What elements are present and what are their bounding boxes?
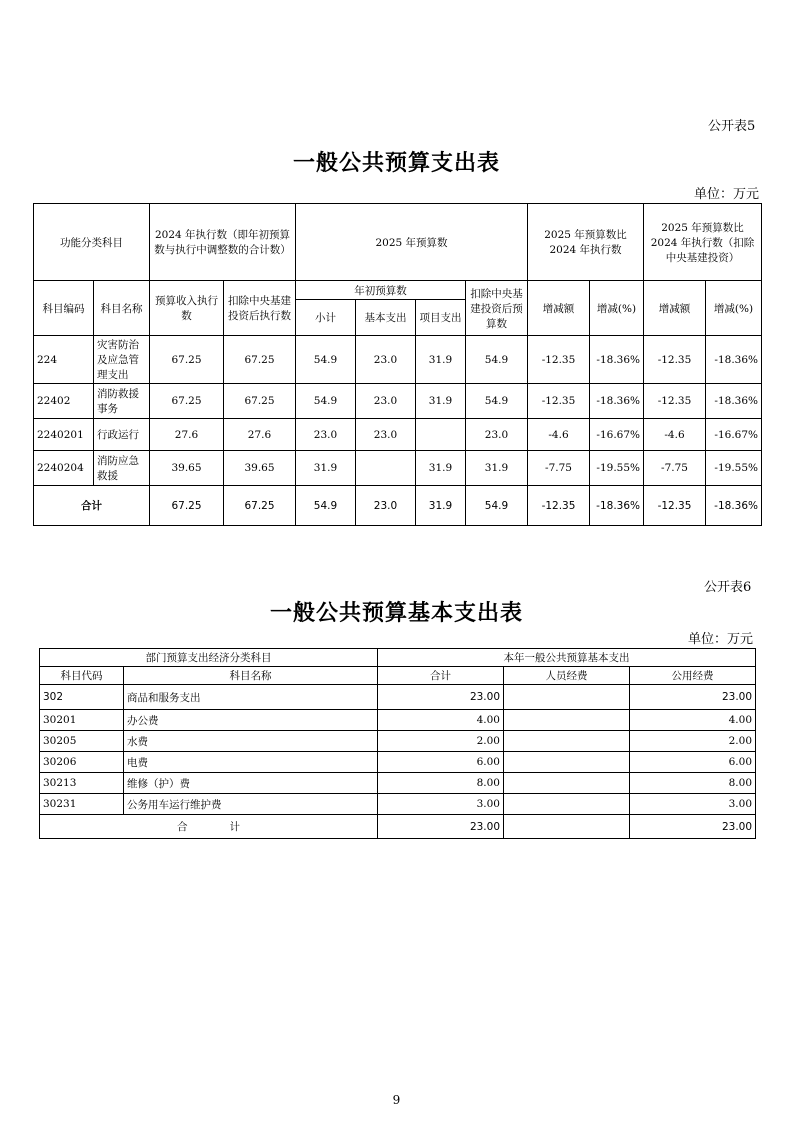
row-project (416, 419, 466, 451)
row-change-pct: -19.55% (590, 451, 644, 486)
row-name: 办公费 (124, 710, 378, 731)
total-row (40, 815, 756, 839)
row-change-pct2: -19.55% (706, 451, 762, 486)
total-change-amt2: -12.35 (644, 486, 706, 526)
table-row (40, 710, 756, 731)
row-income-exec: 27.6 (150, 419, 224, 451)
total-change-pct: -18.36% (590, 486, 644, 526)
row-change-pct: -16.67% (590, 419, 644, 451)
header-excl-exec: 扣除中央基建投资后执行数 (224, 281, 296, 336)
row-excl-budget: 54.9 (466, 384, 528, 419)
table6-title: 一般公共预算基本支出表 (269, 601, 523, 626)
row-name: 商品和服务支出 (124, 685, 378, 710)
row-code: 22402 (34, 384, 94, 419)
row-total: 6.00 (378, 752, 504, 773)
row-income-exec: 67.25 (150, 384, 224, 419)
row-code: 224 (34, 336, 94, 384)
row-income-exec: 67.25 (150, 336, 224, 384)
row-name: 水费 (124, 731, 378, 752)
row-code: 2240201 (34, 419, 94, 451)
row-code: 30205 (40, 731, 124, 752)
total-basic: 23.0 (356, 486, 416, 526)
row-basic: 23.0 (356, 419, 416, 451)
row-personnel (504, 685, 630, 710)
total-project: 31.9 (416, 486, 466, 526)
table-row (40, 685, 756, 710)
row-name: 行政运行 (94, 419, 150, 451)
header-personnel: 人员经费 (504, 667, 630, 685)
general-budget-expenditure-table (33, 203, 762, 526)
row-excl-budget: 54.9 (466, 336, 528, 384)
table-row (40, 752, 756, 773)
row-subtotal: 54.9 (296, 336, 356, 384)
table5-label: 公开表5 (708, 119, 756, 134)
row-change-pct2: -16.67% (706, 419, 762, 451)
total-row (34, 486, 762, 526)
header-public: 公用经费 (630, 667, 756, 685)
row-name: 公务用车运行维护费 (124, 794, 378, 815)
page-number: 9 (392, 1093, 401, 1107)
row-total: 2.00 (378, 731, 504, 752)
header-change-pct2: 增减(%) (706, 281, 762, 336)
total-excl-budget: 54.9 (466, 486, 528, 526)
row-basic: 23.0 (356, 384, 416, 419)
table5-unit: 单位：万元 (693, 187, 759, 202)
row-code: 30213 (40, 773, 124, 794)
row-personnel (504, 710, 630, 731)
header-total: 合计 (378, 667, 504, 685)
row-personnel (504, 752, 630, 773)
table-row (40, 773, 756, 794)
row-name: 消防应急救援 (94, 451, 150, 486)
row-change-amt: -7.75 (528, 451, 590, 486)
row-excl-exec: 39.65 (224, 451, 296, 486)
row-change-amt: -4.6 (528, 419, 590, 451)
header-exec-2024: 2024 年执行数（即年初预算数与执行中调整数的合计数） (150, 204, 296, 281)
row-change-amt2: -4.6 (644, 419, 706, 451)
row-change-amt2: -12.35 (644, 384, 706, 419)
row-public: 8.00 (630, 773, 756, 794)
header-initial: 年初预算数 (296, 281, 466, 300)
header-project: 项目支出 (416, 300, 466, 336)
row-personnel (504, 773, 630, 794)
header-budget-2025: 2025 年预算数 (296, 204, 528, 281)
row-excl-exec: 67.25 (224, 384, 296, 419)
row-code: 30206 (40, 752, 124, 773)
row-change-pct2: -18.36% (706, 384, 762, 419)
general-budget-basic-expenditure-table (39, 648, 756, 839)
row-total: 4.00 (378, 710, 504, 731)
row-public: 6.00 (630, 752, 756, 773)
row-public: 23.00 (630, 685, 756, 710)
table-row (34, 336, 762, 384)
total-change-pct2: -18.36% (706, 486, 762, 526)
row-change-pct: -18.36% (590, 336, 644, 384)
header-change-amt: 增减额 (528, 281, 590, 336)
total-label: 合 计 (40, 815, 378, 839)
row-name: 灾害防治及应急管理支出 (94, 336, 150, 384)
table-row (34, 451, 762, 486)
header-compare: 2025 年预算数比 2024 年执行数 (528, 204, 644, 281)
row-code: 30201 (40, 710, 124, 731)
row-change-amt2: -7.75 (644, 451, 706, 486)
header-subtotal: 小计 (296, 300, 356, 336)
row-subtotal: 54.9 (296, 384, 356, 419)
row-income-exec: 39.65 (150, 451, 224, 486)
row-total: 23.00 (378, 685, 504, 710)
row-code: 30231 (40, 794, 124, 815)
header-code: 科目代码 (40, 667, 124, 685)
row-name: 消防救援事务 (94, 384, 150, 419)
row-excl-exec: 27.6 (224, 419, 296, 451)
row-change-amt: -12.35 (528, 336, 590, 384)
row-personnel (504, 794, 630, 815)
row-subtotal: 23.0 (296, 419, 356, 451)
table-row (40, 794, 756, 815)
row-project: 31.9 (416, 451, 466, 486)
row-personnel (504, 731, 630, 752)
table5-title: 一般公共预算支出表 (292, 151, 500, 176)
row-excl-budget: 23.0 (466, 419, 528, 451)
table-row (40, 731, 756, 752)
total-total: 23.00 (378, 815, 504, 839)
header-basic-exp: 本年一般公共预算基本支出 (378, 649, 756, 667)
row-basic: 23.0 (356, 336, 416, 384)
row-change-amt: -12.35 (528, 384, 590, 419)
total-public: 23.00 (630, 815, 756, 839)
total-label: 合计 (34, 486, 150, 526)
header-change-amt2: 增减额 (644, 281, 706, 336)
row-change-pct2: -18.36% (706, 336, 762, 384)
header-econ-class: 部门预算支出经济分类科目 (40, 649, 378, 667)
row-code: 2240204 (34, 451, 94, 486)
row-name: 维修（护）费 (124, 773, 378, 794)
row-public: 3.00 (630, 794, 756, 815)
header-basic: 基本支出 (356, 300, 416, 336)
header-code: 科目编码 (34, 281, 94, 336)
row-public: 2.00 (630, 731, 756, 752)
row-basic (356, 451, 416, 486)
row-change-pct: -18.36% (590, 384, 644, 419)
table6-unit: 单位：万元 (687, 632, 753, 647)
row-change-amt2: -12.35 (644, 336, 706, 384)
table-row (34, 384, 762, 419)
total-subtotal: 54.9 (296, 486, 356, 526)
row-excl-exec: 67.25 (224, 336, 296, 384)
row-subtotal: 31.9 (296, 451, 356, 486)
row-code: 302 (40, 685, 124, 710)
row-excl-budget: 31.9 (466, 451, 528, 486)
row-project: 31.9 (416, 336, 466, 384)
header-excl-budget: 扣除中央基建投资后预算数 (466, 281, 528, 336)
header-change-pct: 增减(%) (590, 281, 644, 336)
header-compare-excl: 2025 年预算数比 2024 年执行数（扣除中央基建投资） (644, 204, 762, 281)
total-change-amt: -12.35 (528, 486, 590, 526)
row-project: 31.9 (416, 384, 466, 419)
table-row (34, 419, 762, 451)
total-excl-exec: 67.25 (224, 486, 296, 526)
table6-label: 公开表6 (704, 580, 752, 595)
total-income-exec: 67.25 (150, 486, 224, 526)
header-name: 科目名称 (124, 667, 378, 685)
row-name: 电费 (124, 752, 378, 773)
total-personnel (504, 815, 630, 839)
row-total: 3.00 (378, 794, 504, 815)
header-name: 科目名称 (94, 281, 150, 336)
row-public: 4.00 (630, 710, 756, 731)
header-income-exec: 预算收入执行数 (150, 281, 224, 336)
header-func-class: 功能分类科目 (34, 204, 150, 281)
row-total: 8.00 (378, 773, 504, 794)
